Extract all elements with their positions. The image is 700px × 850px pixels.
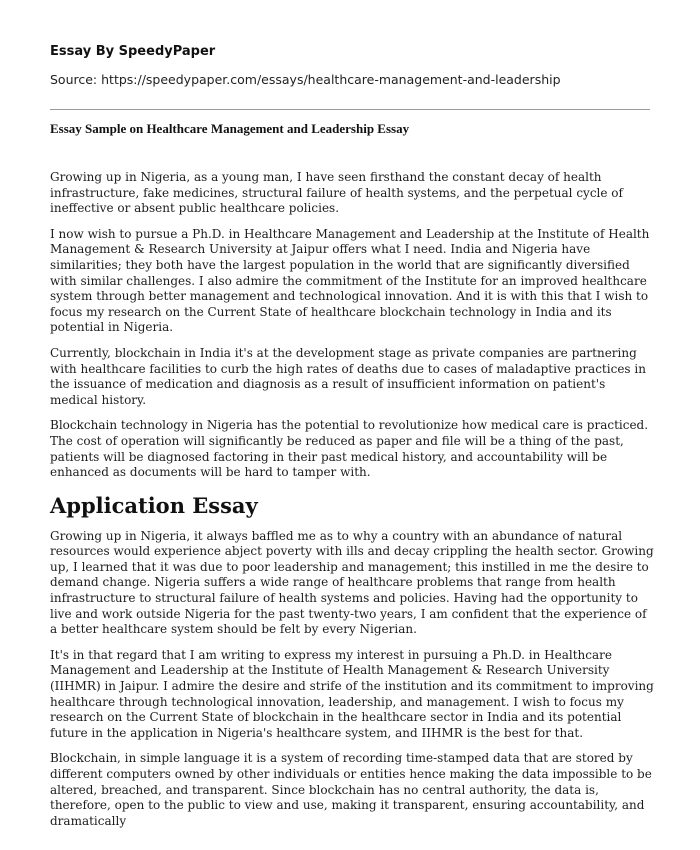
- essay-body: [50, 170, 656, 839]
- brand-title: Essay By SpeedyPaper: [50, 44, 216, 59]
- source-line: Source: https://speedypaper.com/essays/healthcare-management-and-leadership: [50, 72, 561, 87]
- intro-paragraph-2: I now wish to pursue a Ph.D. in Healthcare Management and Leadership at the Institute of Health Management & Research University at Jaipur offers what I need. India and Nigeria have similarities; they both have the largest population in the world that are significantly diversified with similar challenges. I also admire the commitment of the Institute for an improved healthcare system through better management and technological innovation. And it is with this that I wish to focus my research on the Current State of healthcare blockchain technology in India and its potential in Nigeria.: [50, 226, 650, 335]
- intro-paragraph-1: Growing up in Nigeria, as a young man, I have seen firsthand the constant decay of health infrastructure, fake medicines, structural failure of health systems, and the perpetual cycle of ineffective or absent public healthcare policies.: [50, 170, 623, 216]
- section-heading: Application Essay: [50, 492, 258, 518]
- intro-paragraph-4: Blockchain technology in Nigeria has the potential to revolutionize how medical care is practiced. The cost of operation will significantly be reduced as paper and file will be a thing of the past, patients will be diagnosed factoring in their past medical history, and accountability will be enhanced as documents will be hard to tamper with.: [50, 418, 649, 480]
- header-divider: [50, 109, 650, 110]
- section-paragraph-3: Blockchain, in simple language it is a system of recording time-stamped data that are stored by different computers owned by other individuals or entities hence making the data impossible to be altered, breached, and transparent. Since blockchain has no central authority, the data is, therefore, open to the public to view and use, making it transparent, ensuring accountability, and dramatically: [50, 751, 652, 828]
- section-paragraph-1: Growing up in Nigeria, it always baffled me as to why a country with an abundance of natural resources would experience abject poverty with ills and decay crippling the health sector. Growing up, I learned that it was due to poor leadership and management; this instilled in me the desire to demand change. Nigeria suffers a wide range of healthcare problems that range from health infrastructure to structural failure of health systems and policies. Having had the opportunity to live and work outside Nigeria for the past twenty-two years, I am confident that the experience of a better healthcare system should be felt by every Nigerian.: [50, 528, 654, 637]
- essay-title: Essay Sample on Healthcare Management and Leadership Essay: [50, 121, 410, 136]
- section-paragraph-2: It's in that regard that I am writing to express my interest in pursuing a Ph.D. in Healthcare Management and Leadership at the Institute of Health Management & Research University (IIHMR) in Jaipur. I admire the desire and strife of the institution and its commitment to improving healthcare through technological innovation, leadership, and management. I wish to focus my research on the Current State of blockchain in the healthcare sector in India and its potential future in the application in Nigeria's healthcare system, and IIHMR is the best for that.: [50, 647, 654, 740]
- intro-paragraph-3: Currently, blockchain in India it's at the development stage as private companies are partnering with healthcare facilities to curb the high rates of deaths due to cases of maladaptive practices in the issuance of medication and diagnosis as a result of insufficient information on patient's medical history.: [50, 345, 646, 407]
